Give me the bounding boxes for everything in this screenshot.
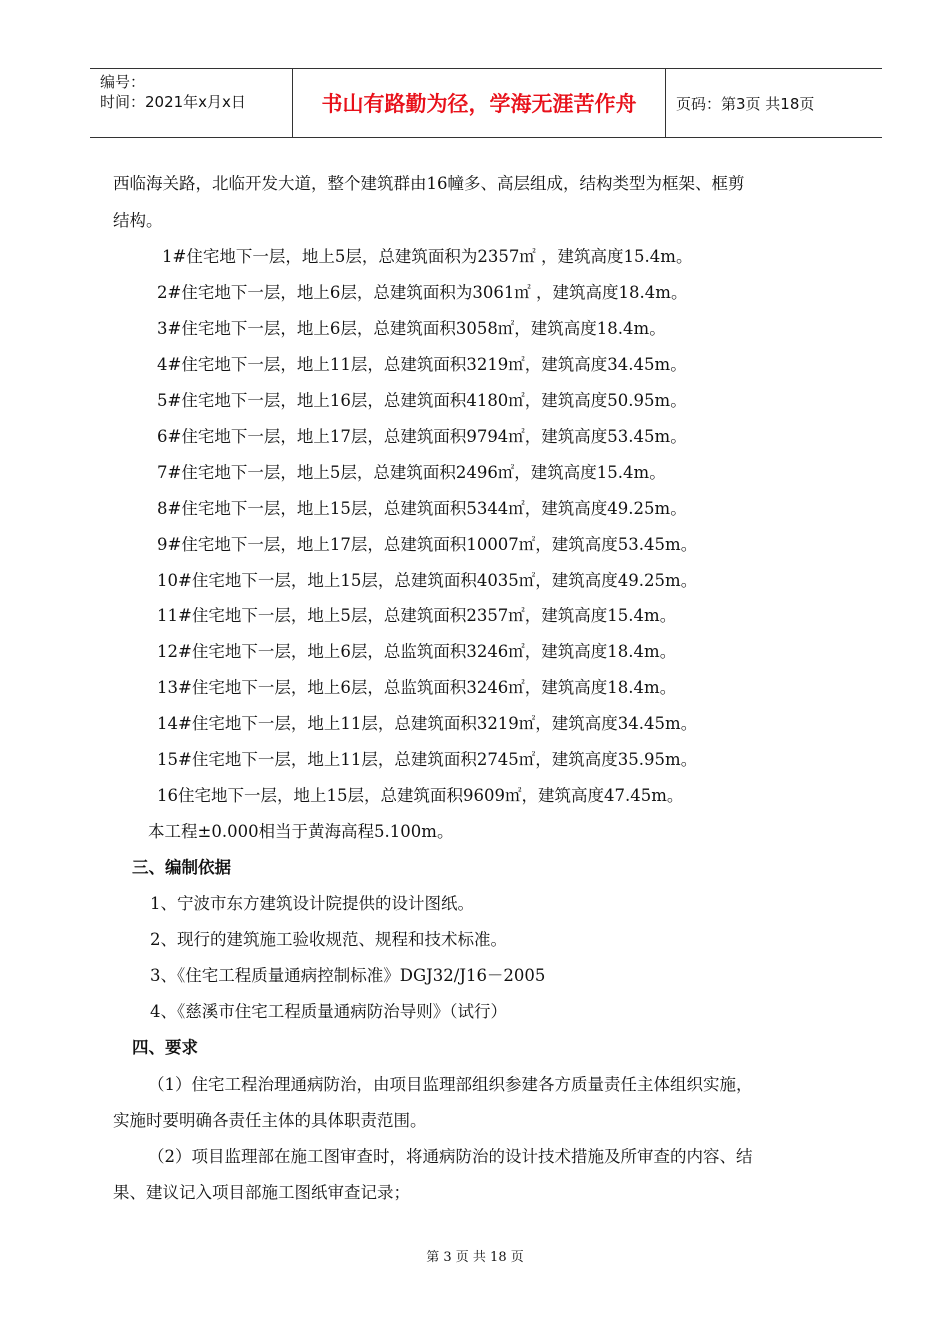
section-heading: 三、编制依据: [132, 858, 231, 877]
building-line: 7#住宅地下一层，地上5层，总建筑面积2496㎡，建筑高度15.4m。: [157, 463, 666, 482]
header-page-number: 页码：第3页 共18页: [676, 94, 815, 113]
building-line: 9#住宅地下一层，地上17层，总建筑面积10007㎡，建筑高度53.45m。: [157, 535, 698, 554]
basis-item: 4、《慈溪市住宅工程质量通病防治导则》（试行）: [150, 1002, 507, 1021]
page-header: [90, 68, 882, 138]
building-line: 16住宅地下一层，地上15层，总建筑面积9609㎡，建筑高度47.45m。: [157, 786, 684, 805]
requirement-line: （1）住宅工程治理通病防治，由项目监理部组织参建各方质量责任主体组织实施，: [148, 1075, 753, 1094]
building-line: 4#住宅地下一层，地上11层，总建筑面积3219㎡，建筑高度34.45m。: [157, 355, 687, 374]
building-line: 6#住宅地下一层，地上17层，总建筑面积9794㎡，建筑高度53.45m。: [157, 427, 687, 446]
requirement-line: （2）项目监理部在施工图审查时，将通病防治的设计技术措施及所审查的内容、结: [148, 1147, 753, 1166]
paragraph-line: 西临海关路，北临开发大道，整个建筑群由16幢多、高层组成，结构类型为框架、框剪: [113, 174, 745, 193]
paragraph-line: 结构。: [113, 211, 163, 230]
building-line: 3#住宅地下一层，地上6层，总建筑面积3058㎡，建筑高度18.4m。: [157, 319, 666, 338]
basis-item: 3、《住宅工程质量通病控制标准》DGJ32/J16－2005: [150, 966, 546, 985]
elevation-line: 本工程±0.000相当于黄海高程5.100m。: [148, 822, 454, 841]
building-line: 8#住宅地下一层，地上15层，总建筑面积5344㎡，建筑高度49.25m。: [157, 499, 687, 518]
requirement-line: 果、建议记入项目部施工图纸审查记录；: [113, 1183, 410, 1202]
building-line: 13#住宅地下一层，地上6层，总监筑面积3246㎡，建筑高度18.4m。: [157, 678, 677, 697]
page-footer: 第 3 页 共 18 页: [426, 1250, 524, 1265]
header-slogan: 书山有路勤为径，学海无涯苦作舟: [293, 69, 666, 137]
building-line: 10#住宅地下一层，地上15层，总建筑面积4035㎡，建筑高度49.25m。: [157, 571, 698, 590]
building-line: 5#住宅地下一层，地上16层，总建筑面积4180㎡，建筑高度50.95m。: [157, 391, 687, 410]
requirement-line: 实施时要明确各责任主体的具体职责范围。: [113, 1111, 427, 1130]
building-line: 1#住宅地下一层，地上5层，总建筑面积为2357㎡ ，建筑高度15.4m。: [162, 247, 693, 266]
basis-item: 1、宁波市东方建筑设计院提供的设计图纸。: [150, 894, 474, 913]
header-meta: [90, 69, 293, 137]
header-time: 时间：2021年x月x日: [100, 93, 246, 111]
building-line: 14#住宅地下一层，地上11层，总建筑面积3219㎡，建筑高度34.45m。: [157, 714, 698, 733]
building-line: 12#住宅地下一层，地上6层，总监筑面积3246㎡，建筑高度18.4m。: [157, 642, 677, 661]
section-heading: 四、要求: [132, 1038, 198, 1057]
building-line: 2#住宅地下一层，地上6层，总建筑面积为3061㎡ ，建筑高度18.4m。: [157, 283, 688, 302]
building-line: 15#住宅地下一层，地上11层，总建筑面积2745㎡，建筑高度35.95m。: [157, 750, 698, 769]
header-code: 编号：: [100, 73, 146, 91]
basis-item: 2、现行的建筑施工验收规范、规程和技术标准。: [150, 930, 507, 949]
building-line: 11#住宅地下一层，地上5层，总建筑面积2357㎡，建筑高度15.4m。: [157, 606, 677, 625]
